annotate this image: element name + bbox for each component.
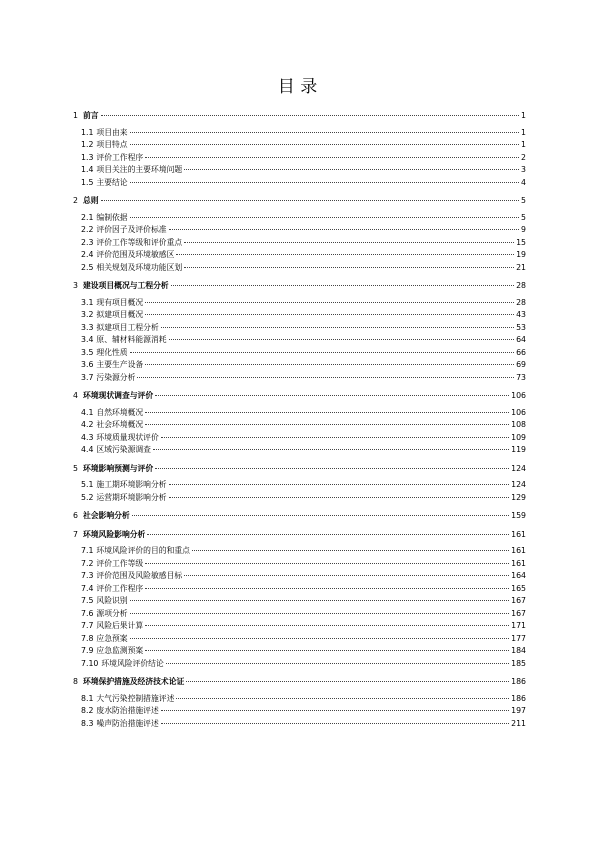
toc-page-number: 211 [511,718,526,728]
toc-entry-number: 2.4 [81,250,94,259]
toc-entry-title: 拟建项目工程分析 [96,322,159,332]
toc-entry-number: 7.5 [81,596,94,605]
toc-section-entry[interactable] [73,479,526,492]
toc-entry-title: 环境现状调查与评价 [82,391,154,400]
toc-entry-number: 4.2 [81,420,94,429]
toc-entry-title: 理化性质 [96,347,128,357]
toc-entry-number: 5.2 [81,492,94,502]
toc-page-number: 15 [516,237,526,247]
dot-leader [145,314,514,315]
toc-entry-number: 3 [73,281,78,290]
toc-page-number: 167 [511,608,526,618]
toc-chapter-entry[interactable] [73,463,526,476]
dot-leader [161,723,509,724]
toc-entry-number: 1.2 [81,140,94,149]
toc-entry-title: 拟建项目概况 [96,310,144,319]
toc-entry-number: 1.4 [81,165,94,174]
toc-section-entry[interactable] [73,545,526,558]
toc-page-number: 108 [511,420,526,429]
toc-page-number: 106 [511,407,526,417]
dot-leader [166,663,509,664]
toc-page-number: 9 [521,225,526,234]
toc-entry-label [81,705,159,718]
toc-section-entry[interactable] [73,297,526,310]
toc-entry-number: 1 [73,111,78,120]
toc-page-number: 21 [516,262,526,272]
toc-entry-number: 7.1 [81,546,94,555]
toc-entry-title: 项目由来 [96,127,128,137]
toc-page-number: 73 [516,372,526,382]
toc-entry-label [81,595,128,608]
toc-entry-number: 7.6 [81,608,94,618]
toc-entry-title: 噪声防治措施评述 [96,718,159,728]
toc-entry-label [81,164,182,177]
toc-page-number: 66 [516,347,526,357]
toc-entry-number: 2.3 [81,237,94,247]
toc-page-number: 1 [521,140,526,149]
toc-chapter-entry[interactable] [73,529,526,542]
toc-entry-title: 环境影响预测与评价 [82,463,154,473]
toc-entry-number: 4.4 [81,445,94,454]
toc-entry-title: 编制依据 [96,212,128,222]
toc-entry-label [73,390,153,403]
toc-entry-title: 废水防治措施评述 [96,706,159,715]
toc-entry-label [81,718,159,731]
toc-entry-label [81,127,128,140]
dot-leader [132,515,509,516]
toc-entry-label [73,195,99,208]
toc-entry-label [81,139,128,152]
toc-section-entry[interactable] [73,444,526,457]
toc-entry-label [81,212,128,225]
toc-entry-title: 自然环境概况 [96,407,144,417]
toc-entry-label [81,570,182,583]
toc-entry-label [81,419,143,432]
toc-section-entry[interactable] [73,372,526,385]
toc-entry-label [73,510,130,523]
toc-entry-label [81,322,159,335]
toc-page-number: 165 [511,583,526,593]
toc-page-number: 1 [521,127,526,137]
toc-entry-title: 区域污染源调查 [96,445,151,454]
toc-entry-title: 原、辅材料能源消耗 [96,335,167,344]
dot-leader [130,144,519,145]
toc-entry-title: 社会环境概况 [96,420,144,429]
toc-section-entry[interactable] [73,570,526,583]
toc-entry-label [81,224,167,237]
toc-section-entry[interactable] [73,658,526,671]
toc-entry-number: 3.4 [81,335,94,344]
toc-entry-title: 环境风险评价的目的和重点 [96,546,190,555]
toc-entry-number: 2.1 [81,212,94,222]
toc-entry-title: 施工期环境影响分析 [96,480,167,489]
dot-leader [130,352,514,353]
dot-leader [145,424,509,425]
toc-page-number: 119 [511,445,526,454]
toc-entry-label [81,237,182,250]
toc-chapter-entry[interactable] [73,510,526,523]
toc-page-number: 28 [516,297,526,307]
toc-chapter-entry[interactable] [73,676,526,689]
toc-section-entry[interactable] [73,237,526,250]
toc-section-entry[interactable] [73,139,526,152]
toc-entry-title: 相关规划及环境功能区划 [96,262,183,272]
toc-entry-label [73,463,153,476]
dot-leader [155,395,509,396]
dot-leader [145,625,509,626]
toc-entry-title: 风险后果计算 [96,621,144,630]
toc-section-entry[interactable] [73,608,526,621]
toc-entry-number: 7 [73,529,78,539]
toc-section-entry[interactable] [73,705,526,718]
toc-section-entry[interactable] [73,419,526,432]
toc-page-number: 164 [511,571,526,580]
dot-leader [155,468,509,469]
toc-section-entry[interactable] [73,224,526,237]
toc-page-number: 106 [511,391,526,400]
toc-entry-number: 7.10 [81,658,99,668]
toc-section-entry[interactable] [73,127,526,140]
toc-entry-label [81,658,164,671]
toc-page-number: 3 [521,165,526,174]
toc-page-number: 124 [511,463,526,473]
toc-page-number: 185 [511,658,526,668]
toc-section-entry[interactable] [73,595,526,608]
toc-page-number: 124 [511,480,526,489]
toc-entry-title: 评价工作等级和评价重点 [96,237,183,247]
toc-page-number: 53 [516,322,526,332]
toc-entry-number: 8.1 [81,693,94,703]
dot-leader [176,698,509,699]
toc-entry-number: 7.2 [81,558,94,568]
toc-entry-label [81,334,167,347]
toc-entry-title: 建设项目概况与工程分析 [82,281,169,290]
toc-entry-title: 应急预案 [96,633,128,643]
dot-leader [145,157,519,158]
toc-entry-label [81,620,143,633]
toc-section-entry[interactable] [73,583,526,596]
dot-leader [161,710,509,711]
dot-leader [101,115,519,116]
toc-chapter-entry[interactable] [73,280,526,293]
toc-entry-title: 环境保护措施及经济技术论证 [82,677,185,686]
toc-entry-title: 评价范围及环境敏感区 [96,250,175,259]
toc-entry-title: 项目关注的主要环境问题 [96,165,183,174]
toc-entry-label [81,583,143,596]
dot-leader [169,497,510,498]
toc-entry-title: 现有项目概况 [96,297,144,307]
dot-leader [186,681,509,682]
toc-entry-label [81,444,151,457]
toc-entry-title: 大气污染控制措施评述 [96,693,175,703]
toc-page-number: 167 [511,596,526,605]
toc-entry-title: 主要结论 [96,177,128,187]
toc-entry-number: 8.2 [81,706,94,715]
toc-entry-title: 应急监测预案 [96,646,144,655]
dot-leader [169,229,519,230]
dot-leader [145,563,509,564]
toc-entry-label [81,633,128,646]
toc-page-number: 161 [511,529,526,539]
dot-leader [130,638,510,639]
toc-section-entry[interactable] [73,718,526,731]
dot-leader [184,575,509,576]
table-of-contents [73,110,526,730]
dot-leader [147,534,509,535]
dot-leader [161,327,514,328]
dot-leader [184,169,519,170]
toc-entry-label [81,249,174,262]
toc-entry-number: 1.3 [81,152,94,162]
dot-leader [130,132,519,133]
toc-entry-number: 7.4 [81,583,94,593]
toc-section-entry[interactable] [73,309,526,322]
toc-entry-label [81,545,190,558]
toc-section-entry[interactable] [73,212,526,225]
dot-leader [153,449,509,450]
toc-entry-number: 8.3 [81,718,94,728]
toc-entry-number: 7.3 [81,571,94,580]
dot-leader [192,550,509,551]
toc-entry-label [81,492,167,505]
toc-chapter-entry[interactable] [73,110,526,123]
toc-entry-number: 1.1 [81,127,94,137]
toc-section-entry[interactable] [73,620,526,633]
toc-entry-number: 3.6 [81,360,94,369]
toc-entry-label [81,297,143,310]
toc-entry-title: 环境质量现状评价 [96,432,159,442]
toc-entry-title: 项目特点 [96,140,128,149]
toc-entry-title: 污染源分析 [96,372,136,382]
toc-page-number: 186 [511,693,526,703]
toc-entry-label [73,529,145,542]
dot-leader [184,267,514,268]
toc-section-entry[interactable] [73,432,526,445]
toc-page-number: 5 [521,196,526,205]
toc-entry-label [81,347,128,360]
dot-leader [145,364,514,365]
toc-entry-title: 环境风险评价结论 [101,658,164,668]
toc-entry-label [81,177,128,190]
dot-leader [130,182,519,183]
toc-entry-number: 2 [73,196,78,205]
toc-entry-title: 环境风险影响分析 [82,529,146,539]
toc-page-number: 28 [516,281,526,290]
toc-section-entry[interactable] [73,322,526,335]
dot-leader [184,242,514,243]
toc-page-number: 19 [516,250,526,259]
toc-section-entry[interactable] [73,262,526,275]
toc-chapter-entry[interactable] [73,390,526,403]
toc-page-number: 161 [511,546,526,555]
toc-entry-number: 7.7 [81,621,94,630]
toc-entry-label [81,479,167,492]
dot-leader [169,484,510,485]
toc-entry-number: 3.1 [81,297,94,307]
toc-page-number: 159 [511,511,526,520]
toc-entry-title: 评价因子及评价标准 [96,225,167,234]
toc-entry-label [73,676,184,689]
toc-entry-title: 前言 [82,111,99,120]
toc-section-entry[interactable] [73,334,526,347]
toc-entry-title: 社会影响分析 [82,511,130,520]
toc-page-number: 64 [516,335,526,344]
dot-leader [130,613,510,614]
toc-entry-number: 7.8 [81,633,94,643]
toc-entry-label [81,152,143,165]
toc-entry-label [81,407,143,420]
dot-leader [137,377,514,378]
toc-entry-label [81,372,135,385]
toc-page-number: 1 [521,111,526,120]
toc-entry-label [73,280,169,293]
dot-leader [130,600,510,601]
toc-entry-number: 3.3 [81,322,94,332]
toc-chapter-entry[interactable] [73,195,526,208]
dot-leader [176,254,514,255]
toc-section-entry[interactable] [73,164,526,177]
toc-entry-label [81,262,182,275]
toc-section-entry[interactable] [73,177,526,190]
dot-leader [101,200,519,201]
toc-section-entry[interactable] [73,407,526,420]
dot-leader [171,285,514,286]
toc-page-number: 2 [521,152,526,162]
toc-entry-title: 评价范围及风险敏感目标 [96,571,183,580]
toc-entry-label [81,432,159,445]
dot-leader [145,650,509,651]
dot-leader [145,302,514,303]
toc-entry-number: 4 [73,391,78,400]
toc-entry-number: 7.9 [81,646,94,655]
toc-page-number: 184 [511,646,526,655]
toc-entry-label [73,110,99,123]
toc-entry-number: 2.5 [81,262,94,272]
toc-page-number: 177 [511,633,526,643]
toc-entry-label [81,558,143,571]
toc-entry-number: 5 [73,463,78,473]
toc-section-entry[interactable] [73,693,526,706]
toc-entry-label [81,359,143,372]
page-title: 目 录 [277,77,318,97]
toc-page-number: 161 [511,558,526,568]
toc-entry-title: 总则 [82,196,99,205]
toc-page-number: 186 [511,677,526,686]
toc-entry-number: 3.5 [81,347,94,357]
toc-section-entry[interactable] [73,249,526,262]
dot-leader [145,588,509,589]
toc-section-entry[interactable] [73,347,526,360]
toc-page-number: 43 [516,310,526,319]
toc-section-entry[interactable] [73,152,526,165]
toc-entry-title: 源项分析 [96,608,128,618]
toc-entry-number: 2.2 [81,225,94,234]
toc-entry-number: 8 [73,677,78,686]
toc-section-entry[interactable] [73,558,526,571]
toc-page-number: 5 [521,212,526,222]
toc-entry-title: 评价工作程序 [96,583,144,593]
toc-entry-title: 运营期环境影响分析 [96,492,167,502]
toc-page-number: 197 [511,706,526,715]
toc-section-entry[interactable] [73,633,526,646]
dot-leader [169,339,515,340]
toc-entry-number: 1.5 [81,177,94,187]
toc-entry-label [81,309,143,322]
toc-page-number: 4 [521,177,526,187]
toc-page-number: 129 [511,492,526,502]
toc-section-entry[interactable] [73,492,526,505]
toc-section-entry[interactable] [73,359,526,372]
toc-section-entry[interactable] [73,645,526,658]
toc-entry-title: 评价工作程序 [96,152,144,162]
toc-entry-title: 评价工作等级 [96,558,144,568]
toc-entry-label [81,645,143,658]
dot-leader [145,412,509,413]
toc-entry-label [81,693,174,706]
toc-entry-number: 3.7 [81,372,94,382]
toc-entry-title: 风险识别 [96,596,128,605]
toc-entry-number: 5.1 [81,480,94,489]
toc-entry-number: 3.2 [81,310,94,319]
dot-leader [161,437,509,438]
toc-page-number: 109 [511,432,526,442]
toc-page-number: 171 [511,621,526,630]
dot-leader [130,217,519,218]
toc-entry-label [81,608,128,621]
toc-entry-number: 4.1 [81,407,94,417]
toc-entry-number: 6 [73,511,78,520]
toc-entry-title: 主要生产设备 [96,360,144,369]
toc-page-number: 69 [516,360,526,369]
toc-entry-number: 4.3 [81,432,94,442]
